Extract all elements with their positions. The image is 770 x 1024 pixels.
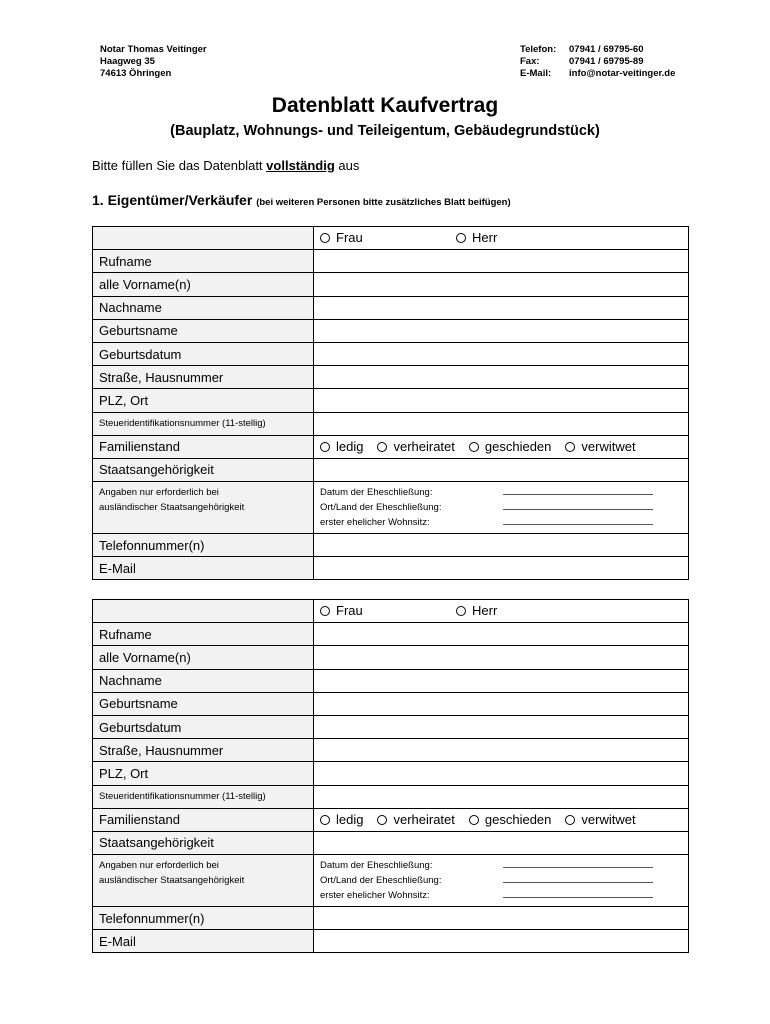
marital-verwitwet-option[interactable]: verwitwet bbox=[565, 812, 635, 827]
label-vornamen: alle Vorname(n) bbox=[93, 273, 314, 296]
input-ehe-wohnsitz[interactable] bbox=[503, 888, 653, 898]
section-heading: 1. Eigentümer/Verkäufer (bei weiteren Personen bitte zusätzliches Blatt beifügen) bbox=[92, 192, 511, 208]
marital-geschieden-option[interactable]: geschieden bbox=[469, 812, 552, 827]
notary-city: 74613 Öhringen bbox=[100, 68, 172, 79]
marital-geschieden-option[interactable]: geschieden bbox=[469, 439, 552, 454]
input-telefon[interactable] bbox=[314, 534, 689, 557]
label-geburtsname: Geburtsname bbox=[93, 319, 314, 342]
input-geburtsdatum[interactable] bbox=[314, 715, 689, 738]
input-rufname[interactable] bbox=[314, 250, 689, 273]
input-rufname[interactable] bbox=[314, 623, 689, 646]
label-ehe-wohnsitz: erster ehelicher Wohnsitz: bbox=[320, 890, 430, 902]
label-ehe-datum: Datum der Eheschließung: bbox=[320, 487, 433, 499]
radio-circle-icon[interactable] bbox=[377, 442, 387, 452]
marital-verheiratet-option[interactable]: verheiratet bbox=[377, 812, 454, 827]
input-ehe-wohnsitz[interactable] bbox=[503, 515, 653, 525]
blank-label-cell bbox=[93, 600, 314, 623]
radio-circle-icon[interactable] bbox=[469, 815, 479, 825]
radio-circle-icon[interactable] bbox=[320, 233, 330, 243]
input-strasse[interactable] bbox=[314, 739, 689, 762]
notary-name: Notar Thomas Veitinger bbox=[100, 44, 207, 55]
input-vornamen[interactable] bbox=[314, 646, 689, 669]
intro-text: Bitte füllen Sie das Datenblatt vollständig aus bbox=[92, 158, 360, 173]
radio-circle-icon[interactable] bbox=[456, 233, 466, 243]
input-ehe-ort[interactable] bbox=[503, 500, 653, 510]
intro-emphasis: vollständig bbox=[266, 158, 335, 173]
input-geburtsname[interactable] bbox=[314, 319, 689, 342]
label-staatsangehoerigkeit: Staatsangehörigkeit bbox=[93, 831, 314, 854]
section-note: (bei weiteren Personen bitte zusätzliches Blatt beifügen) bbox=[256, 197, 511, 208]
notary-street: Haagweg 35 bbox=[100, 56, 155, 67]
input-nachname[interactable] bbox=[314, 296, 689, 319]
marital-ledig-option[interactable]: ledig bbox=[320, 439, 363, 454]
label-geburtsname: Geburtsname bbox=[93, 692, 314, 715]
radio-circle-icon[interactable] bbox=[320, 606, 330, 616]
label-familienstand: Familienstand bbox=[93, 435, 314, 458]
radio-circle-icon[interactable] bbox=[469, 442, 479, 452]
radio-circle-icon[interactable] bbox=[456, 606, 466, 616]
label-telefon: Telefonnummer(n) bbox=[93, 534, 314, 557]
gender-frau-option[interactable]: Frau bbox=[320, 603, 456, 618]
contact-fax: Fax: 07941 / 69795-89 bbox=[520, 56, 644, 67]
label-email: E-Mail bbox=[93, 930, 314, 953]
label-plz-ort: PLZ, Ort bbox=[93, 762, 314, 785]
label-foreign-note: Angaben nur erforderlich bei ausländischer Staatsangehörigkeit bbox=[93, 855, 314, 907]
label-email: E-Mail bbox=[93, 557, 314, 580]
blank-label-cell bbox=[93, 227, 314, 250]
gender-frau-option[interactable]: Frau bbox=[320, 230, 456, 245]
label-geburtsdatum: Geburtsdatum bbox=[93, 342, 314, 365]
input-ehe-datum[interactable] bbox=[503, 485, 653, 495]
label-steuer-id: Steueridentifikationsnummer (11-stellig) bbox=[93, 785, 314, 808]
radio-circle-icon[interactable] bbox=[565, 815, 575, 825]
marital-ledig-option[interactable]: ledig bbox=[320, 812, 363, 827]
label-rufname: Rufname bbox=[93, 623, 314, 646]
label-ehe-wohnsitz: erster ehelicher Wohnsitz: bbox=[320, 517, 430, 529]
input-geburtsdatum[interactable] bbox=[314, 342, 689, 365]
label-nachname: Nachname bbox=[93, 669, 314, 692]
notary-address bbox=[100, 44, 207, 80]
marital-options bbox=[314, 808, 689, 831]
radio-circle-icon[interactable] bbox=[320, 442, 330, 452]
input-staatsangehoerigkeit[interactable] bbox=[314, 831, 689, 854]
document-subtitle: (Bauplatz, Wohnungs- und Teileigentum, Gebäudegrundstück) bbox=[170, 123, 600, 139]
input-ehe-ort[interactable] bbox=[503, 873, 653, 883]
marital-verwitwet-option[interactable]: verwitwet bbox=[565, 439, 635, 454]
input-steuer-id[interactable] bbox=[314, 785, 689, 808]
input-strasse[interactable] bbox=[314, 366, 689, 389]
radio-circle-icon[interactable] bbox=[377, 815, 387, 825]
contact-phone: Telefon: 07941 / 69795-60 bbox=[520, 44, 644, 55]
gender-herr-option[interactable]: Herr bbox=[456, 230, 497, 245]
input-email[interactable] bbox=[314, 930, 689, 953]
label-ehe-datum: Datum der Eheschließung: bbox=[320, 860, 433, 872]
input-staatsangehoerigkeit[interactable] bbox=[314, 458, 689, 481]
gender-herr-option[interactable]: Herr bbox=[456, 603, 497, 618]
label-ehe-ort: Ort/Land der Eheschließung: bbox=[320, 502, 442, 514]
label-vornamen: alle Vorname(n) bbox=[93, 646, 314, 669]
seller-form-2 bbox=[92, 599, 689, 953]
label-geburtsdatum: Geburtsdatum bbox=[93, 715, 314, 738]
marital-verheiratet-option[interactable]: verheiratet bbox=[377, 439, 454, 454]
notary-contacts bbox=[520, 44, 675, 80]
label-plz-ort: PLZ, Ort bbox=[93, 389, 314, 412]
label-rufname: Rufname bbox=[93, 250, 314, 273]
label-staatsangehoerigkeit: Staatsangehörigkeit bbox=[93, 458, 314, 481]
input-email[interactable] bbox=[314, 557, 689, 580]
input-telefon[interactable] bbox=[314, 907, 689, 930]
input-steuer-id[interactable] bbox=[314, 412, 689, 435]
label-strasse: Straße, Hausnummer bbox=[93, 366, 314, 389]
marital-options bbox=[314, 435, 689, 458]
contact-email: E-Mail: info@notar-veitinger.de bbox=[520, 68, 676, 79]
label-telefon: Telefonnummer(n) bbox=[93, 907, 314, 930]
marriage-details bbox=[314, 855, 689, 907]
gender-cell bbox=[314, 227, 689, 250]
gender-cell bbox=[314, 600, 689, 623]
label-steuer-id: Steueridentifikationsnummer (11-stellig) bbox=[93, 412, 314, 435]
label-strasse: Straße, Hausnummer bbox=[93, 739, 314, 762]
document-title: Datenblatt Kaufvertrag bbox=[271, 94, 499, 117]
marriage-details bbox=[314, 482, 689, 534]
seller-form-1 bbox=[92, 226, 689, 580]
label-nachname: Nachname bbox=[93, 296, 314, 319]
radio-circle-icon[interactable] bbox=[565, 442, 575, 452]
label-foreign-note: Angaben nur erforderlich bei ausländischer Staatsangehörigkeit bbox=[93, 482, 314, 534]
input-plz-ort[interactable] bbox=[314, 762, 689, 785]
input-ehe-datum[interactable] bbox=[503, 858, 653, 868]
input-geburtsname[interactable] bbox=[314, 692, 689, 715]
input-vornamen[interactable] bbox=[314, 273, 689, 296]
input-plz-ort[interactable] bbox=[314, 389, 689, 412]
label-familienstand: Familienstand bbox=[93, 808, 314, 831]
input-nachname[interactable] bbox=[314, 669, 689, 692]
label-ehe-ort: Ort/Land der Eheschließung: bbox=[320, 875, 442, 887]
radio-circle-icon[interactable] bbox=[320, 815, 330, 825]
